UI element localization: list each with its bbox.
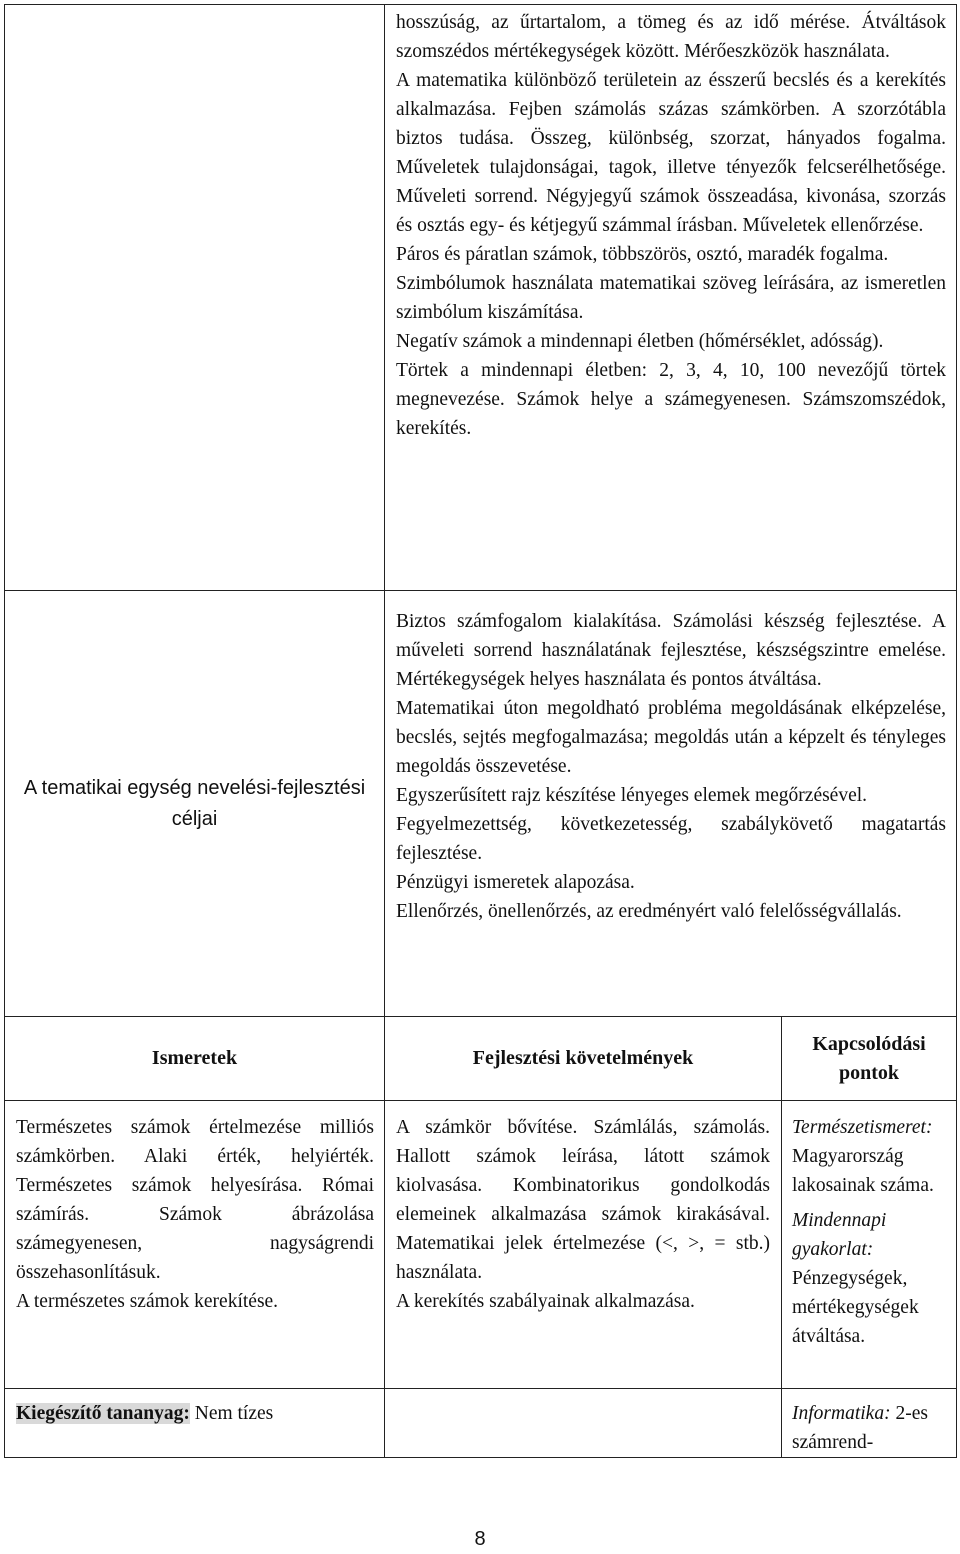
kapcsolodas-entry (792, 1206, 946, 1351)
header-kapcsolodasi-pontok: Kapcsolódási pontok (782, 1017, 957, 1101)
goals-paragraph: Matematikai úton megoldható probléma megoldásának elképzelése, becslés, sejtés megfogalmazása; megoldás után a képzelt és tényleges megoldás összevetése. (396, 698, 946, 777)
goals-paragraph: Biztos számfogalom kialakítása. Számolási készség fejlesztése. A műveleti sorrend használatának fejlesztése, készségszintre emelése. Mértékegységek helyes használata és pontos átváltása. (396, 611, 946, 690)
header-fejlesztesi-kovetelmenyek: Fejlesztési követelmények (385, 1017, 782, 1101)
header-ismeretek: Ismeretek (5, 1017, 385, 1101)
ismeretek-paragraph: A természetes számok kerekítése. (16, 1291, 279, 1312)
supplementary-text: Nem tízes (189, 1403, 274, 1424)
ismeretek-paragraph: Természetes számok értelmezése milliós számkörben. Alaki érték, helyiérték. Természetes számok helyesírása. Római számírás. Számok ábrázolása számegyenesen, nagyságrendi összehasonlításuk. (16, 1117, 374, 1283)
supplementary-label: Kiegészítő tananyag: (16, 1403, 190, 1424)
ismeretek-cell (5, 1101, 385, 1389)
subject-label: Mindennapi gyakorlat: (792, 1210, 887, 1260)
curriculum-table (4, 4, 957, 1458)
goals-paragraph: Fegyelmezettség, következetesség, szabálykövető magatartás fejlesztése. (396, 814, 946, 864)
page-number: 8 (474, 1528, 486, 1550)
content-paragraph: hosszúság, az űrtartalom, a tömeg és az idő mérése. Átváltások szomszédos mértékegységek között. Mérőeszközök használata. (396, 12, 946, 62)
content-paragraph: Törtek a mindennapi életben: 2, 3, 4, 10, 100 nevezőjű törtek megnevezése. Számok helye a számegyenesen. Számszomszédok, kerekítés. (396, 360, 946, 439)
empty-left-cell (5, 5, 385, 591)
goals-cell (385, 591, 957, 1017)
content-paragraph: Negatív számok a mindennapi életben (hőmérséklet, adósság). (396, 331, 884, 352)
subject-text: Magyarország lakosainak száma. (792, 1146, 934, 1196)
goals-paragraph: Egyszerűsített rajz készítése lényeges elemek megőrzésével. (396, 785, 868, 806)
fejlesztes-cell (385, 1101, 782, 1389)
content-paragraph: Szimbólumok használata matematikai szöveg leírására, az ismeretlen szimbólum kiszámítása. (396, 273, 946, 323)
supplementary-row (5, 1389, 957, 1458)
subject-label: Természetismeret: (792, 1117, 933, 1138)
fejlesztes-paragraph: A kerekítés szabályainak alkalmazása. (396, 1291, 695, 1312)
fejlesztes-paragraph: A számkör bővítése. Számlálás, számolás. Hallott számok leírása, látott számok kiolvasása. Kombinatorikus gondolkodás elemeinek alkalmazása számok kirakásával. Matematikai jelek értelmezése (<, >, = stb.) használata. (396, 1117, 770, 1283)
content-paragraph: A matematika különböző területein az ésszerű becslés és a kerekítés alkalmazása. Fejben számolás százas számkörben. A szorzótábla biztos tudása. Összeg, különbség, szorzat, hányados fogalma. Műveletek tulajdonságai, tagok, illetve tényezők felcserélhetősége. Műveleti sorrend. Négyjegyű számok összeadása, kivonása, szorzás és osztás egy- és kétjegyű számmal írásban. Műveletek ellenőrzése. (396, 70, 946, 236)
goals-label: A tematikai egység nevelési-fejlesztési céljai (5, 591, 385, 1017)
subject-text: Pénzegységek, mértékegységek átváltása. (792, 1268, 919, 1347)
kapcsolodas-entry (792, 1113, 946, 1200)
goals-paragraph: Ellenőrzés, önellenőrzés, az eredményért való felelősségvállalás. (396, 901, 902, 922)
subject-text: 2-es számrend- (792, 1403, 928, 1453)
content-paragraph: Páros és páratlan számok, többszörös, osztó, maradék fogalma. (396, 244, 889, 265)
content-continuation-row (5, 5, 957, 591)
empty-cell (385, 1389, 782, 1458)
content-continuation-cell (385, 5, 957, 591)
goals-paragraph: Pénzügyi ismeretek alapozása. (396, 872, 635, 893)
column-header-row (5, 1017, 957, 1101)
content-row (5, 1101, 957, 1389)
supplementary-kapcsolodas-cell (782, 1389, 957, 1458)
subject-label: Informatika: (792, 1403, 891, 1424)
kapcsolodas-cell (782, 1101, 957, 1389)
supplementary-cell (5, 1389, 385, 1458)
goals-row (5, 591, 957, 1017)
